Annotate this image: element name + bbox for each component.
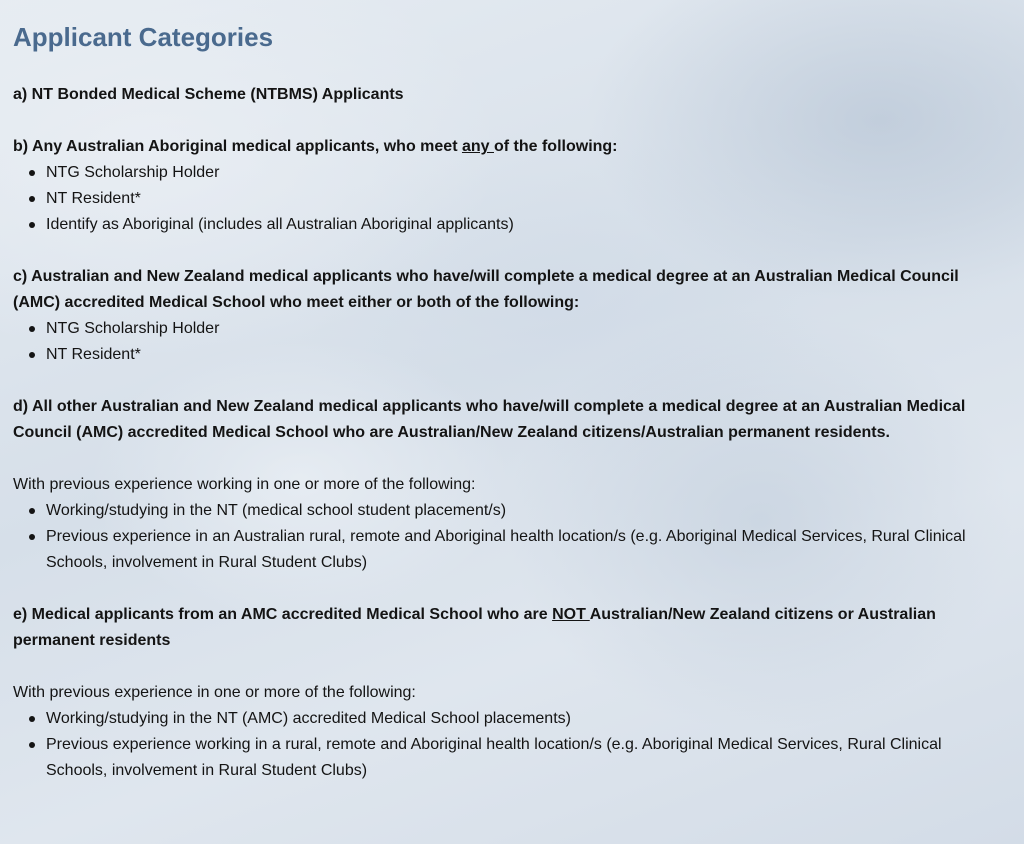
category-b-emphasis: any: [461, 138, 494, 155]
category-a-heading: a) NT Bonded Medical Scheme (NTBMS) Applicants: [13, 86, 404, 103]
category-b: [13, 134, 1003, 238]
list-item: Identify as Aboriginal (includes all Australian Aboriginal applicants): [46, 212, 1003, 238]
category-e-intro: With previous experience in one or more of the following:: [13, 684, 416, 701]
category-d: [13, 394, 1003, 576]
category-e-emphasis: NOT: [552, 606, 590, 623]
category-e-heading-start: e) Medical applicants from an AMC accredited Medical School who are: [13, 606, 553, 623]
category-d-list: [13, 498, 1003, 576]
category-c-heading: c) Australian and New Zealand medical applicants who have/will complete a medical degree at an Australian Medical Council (AMC) accredited Medical School who meet either or both of the following:: [13, 268, 959, 311]
category-d-heading: d) All other Australian and New Zealand medical applicants who have/will complete a medical degree at an Australian Medical Council (AMC) accredited Medical School who are Australian/New Zealand citizens/Australian permanent residents.: [13, 398, 966, 441]
category-e: [13, 602, 1003, 784]
list-item: Working/studying in the NT (medical school student placement/s): [46, 498, 1003, 524]
list-item: Previous experience in an Australian rural, remote and Aboriginal health location/s (e.g. Aboriginal Medical Services, Rural Clinical Schools, involvement in Rural Student Clubs): [46, 524, 1003, 576]
category-e-list: [13, 706, 1003, 784]
category-b-list: [13, 160, 1003, 238]
list-item: Previous experience working in a rural, remote and Aboriginal health location/s (e.g. Aboriginal Medical Services, Rural Clinical Schools, involvement in Rural Student Clubs): [46, 732, 1003, 784]
page-title: Applicant Categories: [13, 22, 274, 52]
category-c: [13, 264, 1003, 368]
category-e-heading: [13, 602, 1003, 654]
list-item: NT Resident*: [46, 342, 1003, 368]
list-item: NTG Scholarship Holder: [46, 160, 1003, 186]
category-d-intro: With previous experience working in one or more of the following:: [13, 476, 476, 493]
list-item: Working/studying in the NT (AMC) accredited Medical School placements): [46, 706, 1003, 732]
list-item: NT Resident*: [46, 186, 1003, 212]
category-c-list: [13, 316, 1003, 368]
list-item: NTG Scholarship Holder: [46, 316, 1003, 342]
category-b-heading-end: of the following:: [493, 138, 618, 155]
category-a: [13, 82, 1003, 108]
category-b-heading-start: b) Any Australian Aboriginal medical applicants, who meet: [13, 138, 462, 155]
content-area: [13, 18, 1003, 784]
category-b-heading: [13, 134, 1003, 160]
category-e-heading-end: Australian/New Zealand citizens or Australian permanent residents: [13, 606, 936, 649]
